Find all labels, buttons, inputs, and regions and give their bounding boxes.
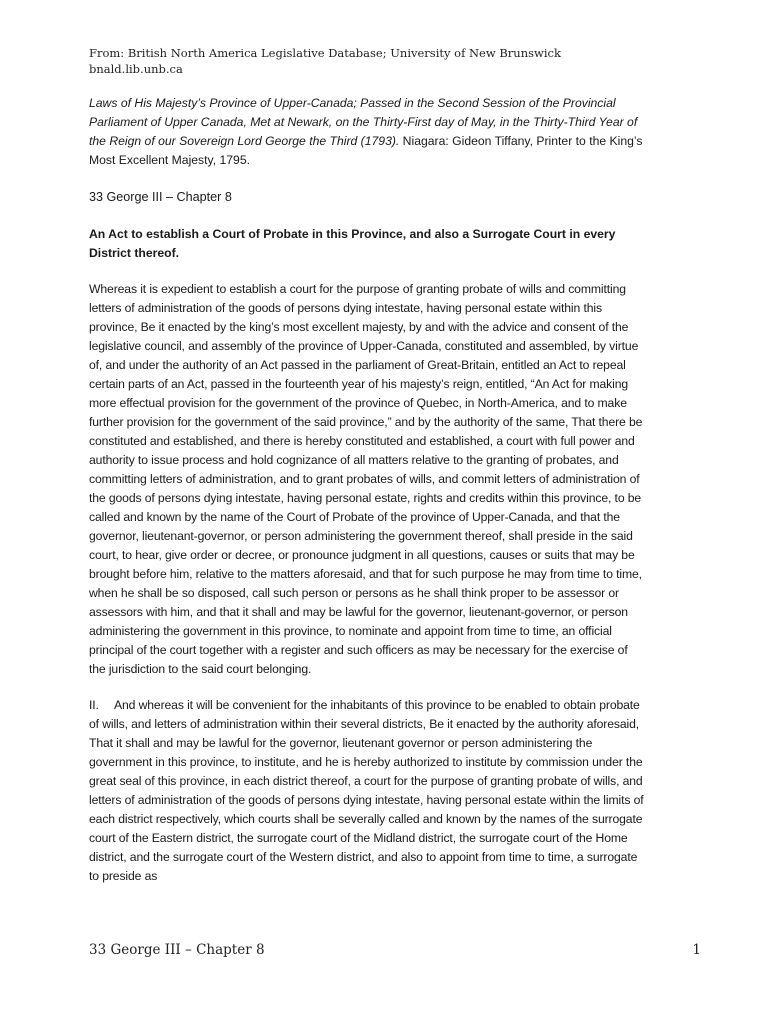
document-body (89, 94, 645, 886)
footer-chapter-label: 33 George III – Chapter 8 (89, 942, 265, 958)
citation (89, 94, 645, 170)
source-url: bnald.lib.unb.ca (89, 62, 183, 76)
chapter-label: 33 George III – Chapter 8 (89, 190, 232, 204)
act-title: An Act to establish a Court of Probate in this Province, and also a Surrogate Court in every District thereof. (89, 227, 616, 260)
section-paragraph (89, 696, 645, 886)
page-number: 1 (692, 942, 701, 958)
section-text: Whereas it is expedient to establish a court for the purpose of granting probate of wills and committing letters of administration of the goods of persons dying intestate, having personal estate within this province, Be it enacted by the king’s most excellent majesty, by and with the advice and consent of the legislative council, and assembly of the province of Upper-Canada, constituted and assembled, by virtue of, and under the authority of an Act passed in the parliament of Great-Britain, entitled an Act to repeal certain parts of an Act, passed in the fourteenth year of his majesty’s reign, entitled, “An Act for making more effectual provision for the government of the province of Quebec, in North-America, and to make further provision for the government of the said province,” and by the authority of the same, That there be constituted and established, and there is hereby constituted and established, a court with full power and authority to issue process and hold cognizance of all matters relative to the granting of probates, and committing letters of administration, and to grant probates of wills, and commit letters of administration of the goods of persons dying intestate, having personal estate, rights and credits within this province, to be called and known by the name of the Court of Probate of the province of Upper-Canada, and that the governor, lieutenant-governor, or person administering the government thereof, shall preside in the said court, to hear, give order or decree, or pronounce judgment in all questions, causes or suits that may be brought before him, relative to the matters aforesaid, and that for such purpose he may from time to time, when he shall be so disposed, call such person or persons as he shall think proper to be assessor or assessors with him, and that it shall and may be lawful for the governor, lieutenant-governor, or person administering the government in this province, to nominate and appoint from time to time, an official principal of the court together with a register and such officers as may be necessary for the exercise of the jurisdiction to the said court belonging. (89, 282, 643, 676)
source-line: From: British North America Legislative Database; University of New Brunswick (89, 46, 561, 60)
source-header (89, 45, 689, 77)
section-number: II. (89, 698, 99, 712)
citation-title: Laws of His Majesty’s Province of Upper-Canada; Passed in the Second Session of the Provincial Parliament of Upper Canada, Met at Newark, on the Thirty-First day of May, in the Thirty-Third Year of the Reign of our Sovereign Lord George the Third (1793). (89, 96, 638, 148)
citation-publisher: Niagara: Gideon Tiffany, Printer to the King’s Most Excellent Majesty, 1795. (89, 134, 643, 167)
section-text: And whereas it will be convenient for the inhabitants of this province to be enabled to obtain probate of wills, and letters of administration within their several districts, Be it enacted by the authority aforesaid, That it shall and may be lawful for the governor, lieutenant governor or person administering the government in this province, to institute, and he is hereby authorized to institute by commission under the great seal of this province, in each district thereof, a court for the purpose of granting probate of wills, and letters of administration of the goods of persons dying intestate, having personal estate within the limits of each district respectively, which courts shall be severally called and known by the names of the surrogate court of the Eastern district, the surrogate court of the Midland district, the surrogate court of the Home district, and the surrogate court of the Western district, and also to appoint from time to time, a surrogate to preside as (89, 698, 644, 883)
section-paragraph (89, 280, 645, 679)
